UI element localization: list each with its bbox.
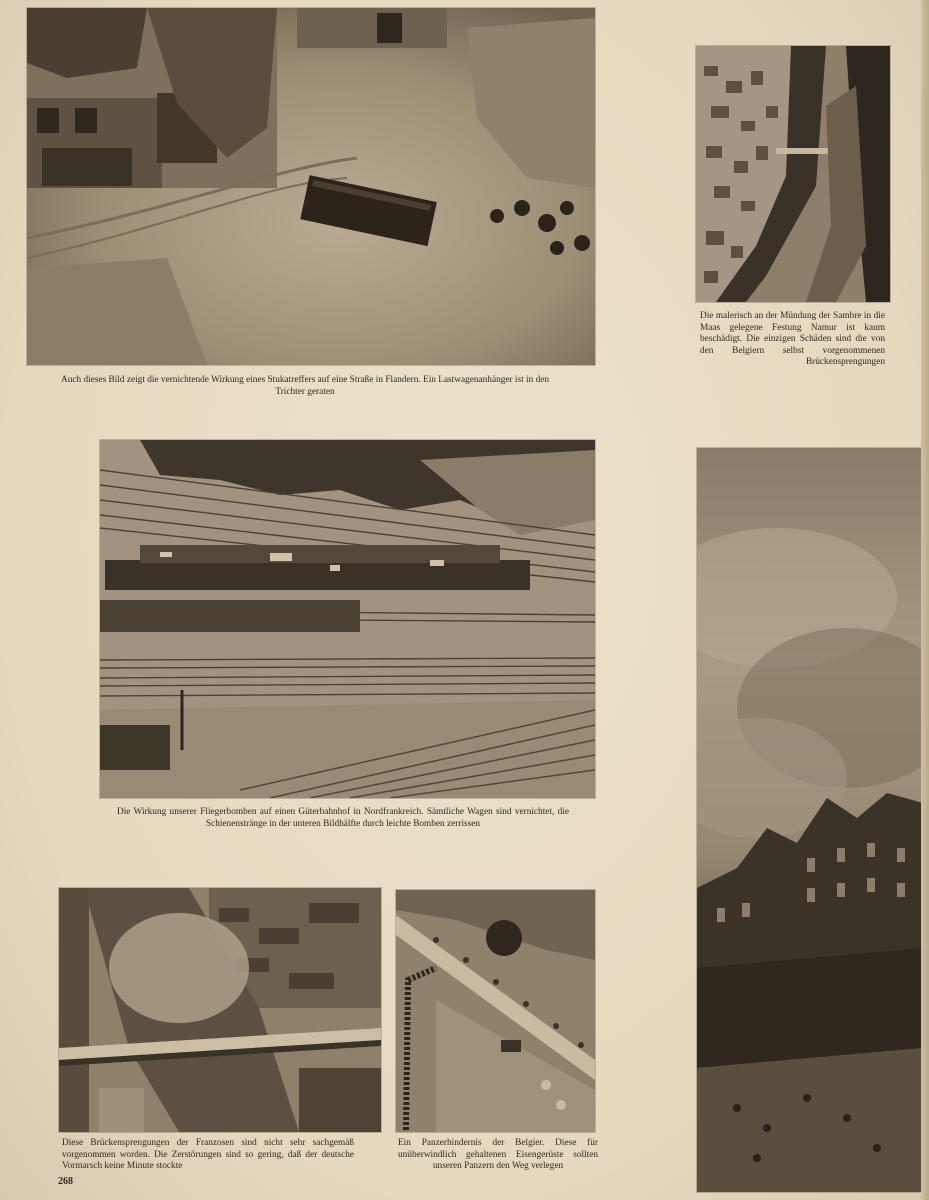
photo-freight-yard bbox=[100, 440, 595, 798]
photo-tank-obstacle bbox=[396, 890, 595, 1132]
photo-namur-fortress bbox=[696, 46, 890, 302]
caption-freight-yard: Die Wirkung unserer Fliegerbomben auf einen Güterbahnhof in Nordfrankreich. Sämtliche Wagen sind vernichtet, die Schienenstränge in der unteren Bildhälfte durch leichte Bomben zerrissen bbox=[117, 807, 569, 829]
page-edge bbox=[921, 0, 929, 1200]
page-number: 268 bbox=[58, 1176, 73, 1187]
caption-tank-obstacle: Ein Panzerhindernis der Belgier. Diese für unüberwindlich gehaltenen Eisengerüste sollten unseren Panzern den Weg verlegen bbox=[398, 1138, 598, 1171]
caption-stuka-hit-street: Auch dieses Bild zeigt die vernichtende Wirkung eines Stukatreffers auf eine Straße in Flandern. Ein Lastwagenanhänger ist in den Trichter geraten bbox=[61, 375, 549, 397]
photo-bridge-demolition bbox=[59, 888, 381, 1132]
caption-namur-fortress: Die malerisch an der Mündung der Sambre in die Maas gelegene Festung Namur ist kaum beschädigt. Die einzigen Schäden sind die von den Belgiern selbst vorgenommenen Brückensprengungen bbox=[700, 311, 885, 367]
photo-burning-town bbox=[697, 448, 923, 1192]
photo-stuka-hit-street bbox=[27, 8, 595, 365]
caption-bridge-demolition: Diese Brückensprengungen der Franzosen sind nicht sehr sachgemäß vorgenommen worden. Die Zerstörungen sind so gering, daß der deutsche Vormarsch keine Minute stockte bbox=[62, 1138, 354, 1171]
